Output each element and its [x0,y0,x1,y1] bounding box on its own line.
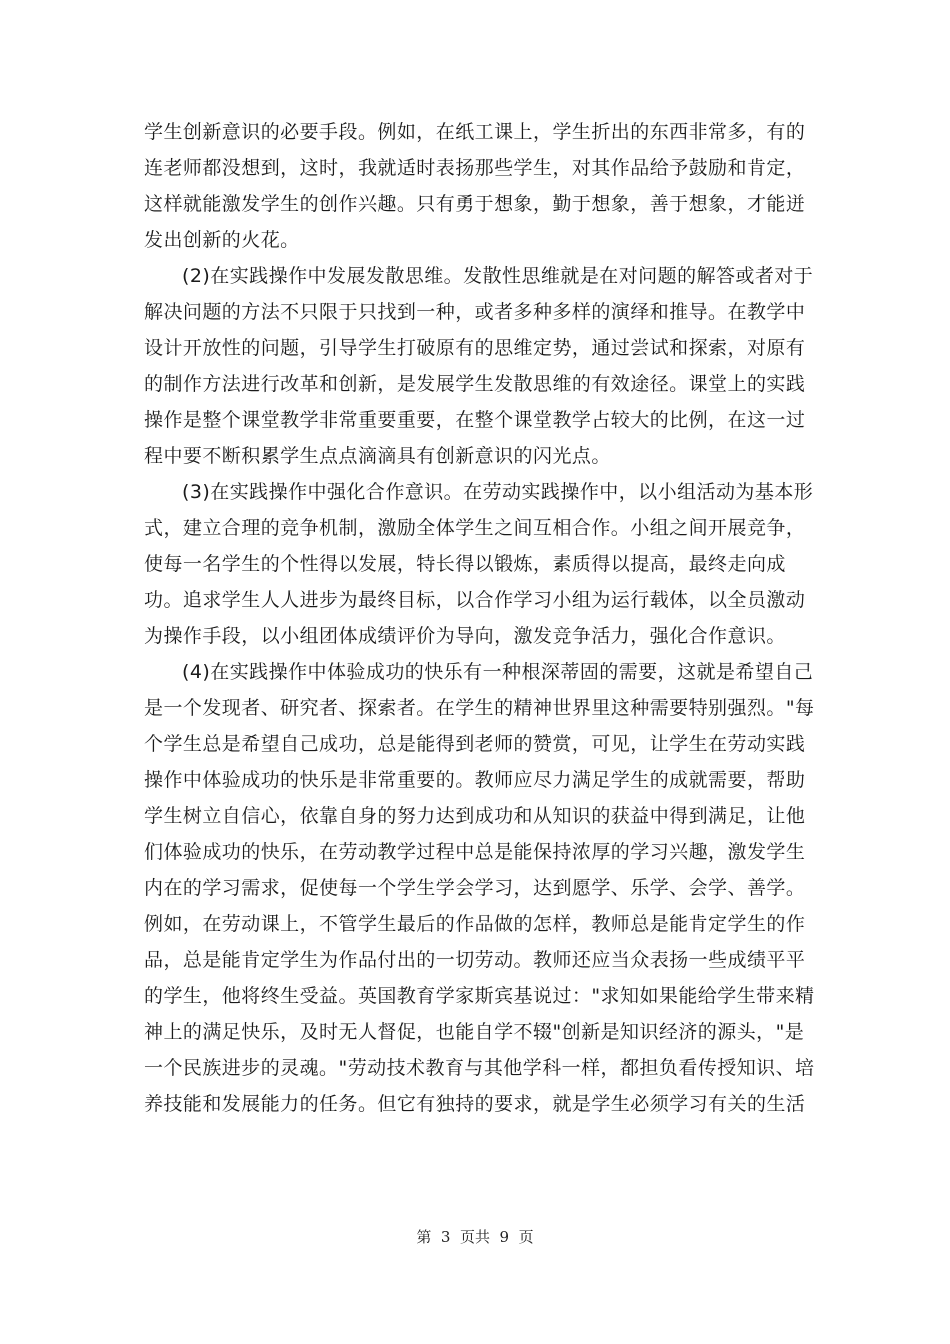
text-line: 养技能和发展能力的任务。但它有独持的要求，就是学生必须学习有关的生活 [144,1093,806,1115]
text-line: 们体验成功的快乐，在劳动教学过程中总是能保持浓厚的学习兴趣，激发学生 [144,841,806,863]
text-line: 操作中体验成功的快乐是非常重要的。教师应尽力满足学生的成就需要，帮助 [144,769,806,791]
text-line: 学生树立自信心，依靠自身的努力达到成功和从知识的获益中得到满足，让他 [144,805,806,827]
text-line: 一个民族进步的灵魂。"劳动技术教育与其他学科一样，都担负看传授知识、培 [144,1057,815,1079]
text-line: 内在的学习需求，促使每一个学生学会学习，达到愿学、乐学、会学、善学。 [144,877,806,899]
text-line: 为操作手段，以小组团体成绩评价为导向，激发竞争活力，强化合作意识。 [144,625,786,647]
page-number-text: 第 3 页共 9 页 [416,1228,534,1246]
text-line: 解决问题的方法不只限于只找到一种，或者多种多样的演绎和推导。在教学中 [144,301,806,323]
text-line: 设计开放性的问题，引导学生打破原有的思维定势，通过尝试和探索，对原有 [144,337,806,359]
text-line: 的学生，他将终生受益。英国教育学家斯宾基说过："求知如果能给学生带来精 [144,985,815,1007]
text-line: 式，建立合理的竞争机制，激励全体学生之间互相合作。小组之间开展竞争， [144,517,806,539]
text-line: 使每一名学生的个性得以发展，特长得以锻炼，素质得以提高，最终走向成 [144,553,786,575]
paragraph-start-line: (2)在实践操作中发展发散思维。发散性思维就是在对问题的解答或者对于 [182,265,814,287]
text-line: 连老师都没想到，这时，我就适时表扬那些学生，对其作品给予鼓励和肯定， [144,157,806,179]
text-line: 是一个发现者、研究者、探索者。在学生的精神世界里这种需要特别强烈。"每 [144,697,815,719]
text-line: 例如，在劳动课上，不管学生最后的作品做的怎样，教师总是能肯定学生的作 [144,913,806,935]
text-line: 个学生总是希望自己成功，总是能得到老师的赞赏，可见，让学生在劳动实践 [144,733,806,755]
text-line: 这样就能激发学生的创作兴趣。只有勇于想象，勤于想象，善于想象，才能迸 [144,193,806,215]
text-line: 神上的满足快乐，及时无人督促，也能自学不辍"创新是知识经济的源头，"是 [144,1021,805,1043]
text-line: 发出创新的火花。 [144,229,300,251]
page-footer [0,1226,950,1247]
paragraph-start-line: (4)在实践操作中体验成功的快乐有一种根深蒂固的需要，这就是希望自己 [182,661,814,683]
text-line: 操作是整个课堂教学非常重要重要，在整个课堂教学占较大的比例，在这一过 [144,409,806,431]
text-line: 的制作方法进行改革和创新，是发展学生发散思维的有效途径。课堂上的实践 [144,373,806,395]
text-line: 功。追求学生人人进步为最终目标，以合作学习小组为运行载体，以全员激动 [144,589,806,611]
text-line: 品，总是能肯定学生为作品付出的一切劳动。教师还应当众表扬一些成绩平平 [144,949,806,971]
text-line: 学生创新意识的必要手段。例如，在纸工课上，学生折出的东西非常多，有的 [144,121,806,143]
paragraph-start-line: (3)在实践操作中强化合作意识。在劳动实践操作中，以小组活动为基本形 [182,481,814,503]
text-line: 程中要不断积累学生点点滴滴具有创新意识的闪光点。 [144,445,611,467]
